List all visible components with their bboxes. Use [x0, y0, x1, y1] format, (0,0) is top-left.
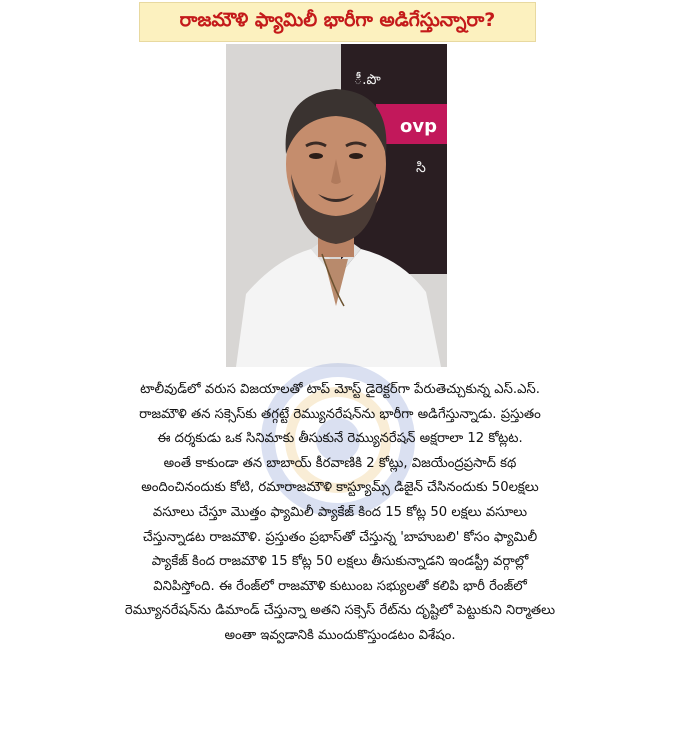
article-line: అంతా ఇవ్వడానికి ముందుకొస్తుండటం విశేషం. — [224, 627, 456, 643]
article-line: అంతే కాకుండా తన బాబాయ్ కీరవాణికి 2 కోట్లు, విజయేంద్రప్రసాద్ కథ — [163, 455, 517, 471]
article-line: వసూలు చేస్తూ మొత్తం ఫ్యామిలీ ప్యాకేజ్ కింద 15 కోట్ల 50 లక్షలు వసూలు — [152, 504, 528, 520]
backdrop-text-3: సి — [416, 160, 426, 176]
article-line: ఈ దర్శకుడు ఒక సినిమాకు తీసుకునే రెమ్యునరేషన్ అక్షరాలా 12 కోట్లట. — [157, 431, 523, 447]
article-line: రెమ్యూనరేషన్‌ను డిమాండ్ చేస్తున్నా అతని సక్సెస్ రేట్‌ను దృష్టిలో పెట్టుకుని నిర్మాతలు — [124, 603, 556, 619]
article-body — [70, 378, 610, 649]
article-line: అందించినందుకు కోటి, రమారాజమౌళి కాస్ట్యూమ్స్ డిజైన్ చేసినందుకు 50లక్షలు — [141, 480, 539, 496]
article-photo — [226, 44, 447, 367]
backdrop-text-1: ీ.పొ — [354, 72, 381, 88]
article-line: వినిపిస్తోంది. ఈ రేంజ్‌లో రాజమౌళి కుటుంబ సభ్యులతో కలిపి భారీ రేంజ్‌లో — [153, 578, 527, 594]
backdrop-text-2: ovp — [400, 116, 437, 137]
article-line: రాజమౌళి తన సక్సెస్‌కు తగ్గట్టే రెమ్యునరేషన్‌ను భారీగా అడిగేస్తున్నాడు. ప్రస్తుతం — [139, 406, 541, 422]
headline-banner — [139, 2, 536, 42]
article-line: చేస్తున్నాడట రాజమౌళి. ప్రస్తుతం ప్రభాస్‌తో చేస్తున్న 'బాహుబలి' కోసం ఫ్యామిలీ — [142, 529, 538, 545]
article-line: టాలీవుడ్‌లో వరుస విజయాలతో టాప్ మోస్ట్ డైరెక్టర్‌గా పేరుతెచ్చుకున్న ఎస్.ఎస్. — [140, 382, 540, 397]
headline: రాజమౌళి ఫ్యామిలీ భారీగా అడిగేస్తున్నారా? — [179, 8, 496, 31]
article-line: ప్యాకేజ్ కింద రాజమౌళి 15 కోట్ల 50 లక్షలు తీసుకున్నాడని ఇండస్ట్రీ వర్గాల్లో — [151, 554, 529, 570]
